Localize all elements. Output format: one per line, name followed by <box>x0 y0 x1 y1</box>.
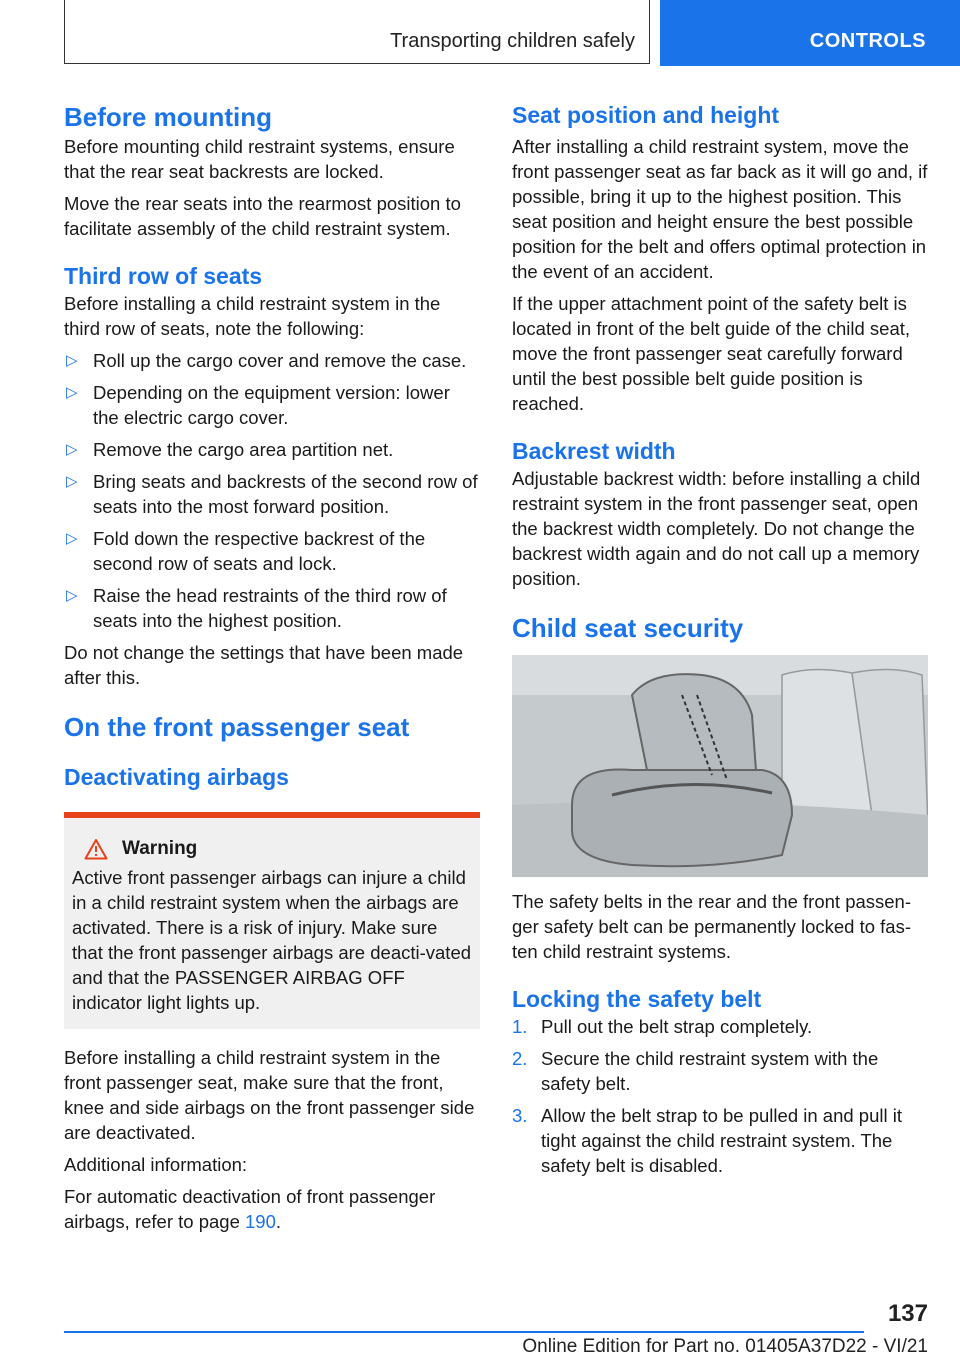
child-seat-photo <box>512 655 928 877</box>
list-item: ▷ Fold down the respective backrest of the second row of seats and lock. <box>66 528 426 574</box>
paragraph: Do not change the settings that have been made after this. <box>64 642 464 688</box>
running-header <box>64 0 650 64</box>
paragraph: Before installing a child restraint system in the third row of seats, note the following: <box>64 293 441 339</box>
paragraph: Before installing a child restraint system in the front passenger seat, make sure that the front, knee and side airbags on the front passenger side are deactivated. <box>64 1047 475 1143</box>
list-item: 3. Allow the belt strap to be pulled in and pull it tight against the child restraint system. The safety belt is disabled. <box>512 1105 902 1176</box>
paragraph: Adjustable backrest width: before installing a child restraint system in the front passenger seat, open the backrest width completely. Do not change the backrest width again and do not call up a memory position. <box>512 468 921 589</box>
page-reference-link[interactable]: 190 <box>245 1211 276 1232</box>
list-item: ▷ Raise the head restraints of the third row of seats into the highest position. <box>66 585 447 631</box>
section-title: Transporting children safely <box>390 30 635 52</box>
warning-title: Warning <box>122 838 198 859</box>
paragraph: After installing a child restraint system, move the front passenger seat as far back as it will go and, if possible, bring it up to the highest position. This seat position and height ensure the best possible position for the belt and offers optimal protection in the event of an accident. <box>512 136 928 282</box>
heading-locking-safety-belt: Locking the safety belt <box>512 986 762 1012</box>
heading-before-mounting: Before mounting <box>64 102 272 132</box>
paragraph: Additional information: <box>64 1154 248 1175</box>
list-item: ▷ Remove the cargo area partition net. <box>66 439 394 460</box>
list-item: ▷ Depending on the equipment version: lower the electric cargo cover. <box>66 382 450 428</box>
page-number: 137 <box>887 1300 928 1327</box>
footer-divider <box>64 1331 864 1333</box>
paragraph: For automatic deactivation of front passenger airbags, refer to page 190. <box>64 1186 436 1232</box>
list-item: ▷ Bring seats and backrests of the second row of seats into the most forward position. <box>66 471 478 517</box>
list-item: 2. Secure the child restraint system with the safety belt. <box>512 1048 879 1094</box>
left-column <box>64 100 480 1241</box>
heading-seat-position: Seat position and height <box>512 102 780 128</box>
locking-steps <box>512 1014 930 1178</box>
heading-child-seat-security: Child seat security <box>512 613 744 643</box>
heading-front-passenger: On the front passenger seat <box>64 712 410 742</box>
heading-backrest-width: Backrest width <box>512 438 676 464</box>
paragraph: If the upper attachment point of the safety belt is located in front of the belt guide of the child seat, move the front passenger seat carefully forward until the best possible belt guide position is reached. <box>512 293 911 414</box>
triangle-bullet-icon: ▷ <box>66 352 78 369</box>
warning-icon <box>84 838 108 860</box>
edition-text: Online Edition for Part no. 01405A37D22 - VI/21 <box>522 1336 928 1357</box>
paragraph: Move the rear seats into the rearmost position to facilitate assembly of the child restraint system. <box>64 193 461 239</box>
list-item: ▷ Roll up the cargo cover and remove the case. <box>66 350 467 371</box>
list-item: 1. Pull out the belt strap completely. <box>512 1016 813 1037</box>
paragraph: Before mounting child restraint systems, ensure that the rear seat backrests are locked. <box>64 136 455 182</box>
chapter-tab-label: CONTROLS <box>809 30 926 52</box>
chapter-tab[interactable] <box>660 0 960 66</box>
heading-third-row: Third row of seats <box>64 263 263 289</box>
right-column <box>512 100 930 1185</box>
triangle-bullet-icon: ▷ <box>66 530 78 547</box>
triangle-bullet-icon: ▷ <box>66 384 78 401</box>
third-row-list <box>64 348 480 633</box>
triangle-bullet-icon: ▷ <box>66 587 78 604</box>
heading-deactivating-airbags: Deactivating airbags <box>64 764 289 790</box>
warning-box <box>64 812 480 1029</box>
triangle-bullet-icon: ▷ <box>66 473 78 490</box>
triangle-bullet-icon: ▷ <box>66 441 78 458</box>
warning-text: Active front passenger airbags can injure a child in a child restraint system when the airbags are activated. There is a risk of injury. Make sure that the front passenger airbags are deacti-vated and that the PASSENGER AIRBAG OFF indicator light lights up. <box>72 867 472 1013</box>
paragraph: The safety belts in the rear and the front passen-ger safety belt can be permanently locked to fas-ten child restraint systems. <box>512 891 912 962</box>
